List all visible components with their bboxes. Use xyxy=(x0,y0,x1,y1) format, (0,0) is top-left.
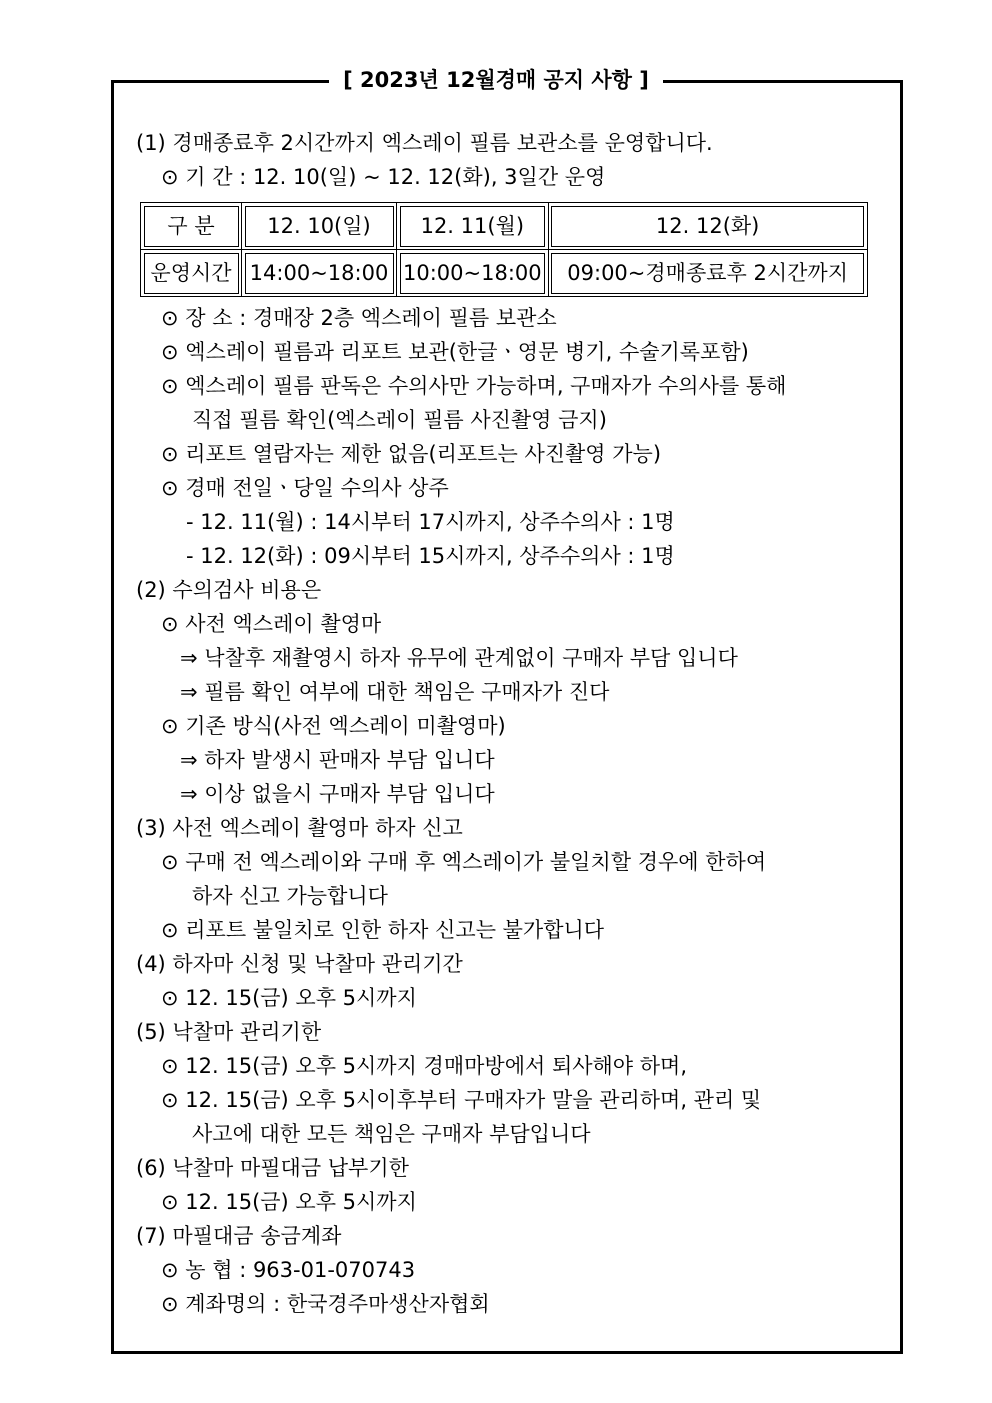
list-item: ⊙ 구매 전 엑스레이와 구매 후 엑스레이가 불일치할 경우에 한하여 xyxy=(161,850,767,874)
list-item: - 12. 11(월) : 14시부터 17시까지, 상주수의사 : 1명 xyxy=(186,510,675,534)
table-header-row xyxy=(141,203,868,250)
table-cell: 12. 10(일) xyxy=(242,203,397,250)
list-item: 직접 필름 확인(엑스레이 필름 사진촬영 금지) xyxy=(192,408,607,432)
list-item: ⊙ 12. 15(금) 오후 5시까지 xyxy=(161,1190,417,1214)
list-item: ⊙ 장 소 : 경매장 2층 엑스레이 필름 보관소 xyxy=(161,306,557,330)
list-item: ⇒ 하자 발생시 판매자 부담 입니다 xyxy=(180,748,495,772)
section-heading: (2) 수의검사 비용은 xyxy=(136,578,322,602)
section-heading: (3) 사전 엑스레이 촬영마 하자 신고 xyxy=(136,816,463,840)
list-item: ⊙ 엑스레이 필름과 리포트 보관(한글ㆍ영문 병기, 수술기록포함) xyxy=(161,340,749,364)
list-item: 사고에 대한 모든 책임은 구매자 부담입니다 xyxy=(192,1122,591,1146)
list-item: 하자 신고 가능합니다 xyxy=(192,884,388,908)
list-item: ⊙ 사전 엑스레이 촬영마 xyxy=(161,612,382,636)
list-item: ⊙ 농 협 : 963-01-070743 xyxy=(161,1258,416,1282)
table-cell: 운영시간 xyxy=(141,250,242,297)
section-heading: (6) 낙찰마 마필대금 납부기한 xyxy=(136,1156,409,1180)
table-cell: 10:00~18:00 xyxy=(397,250,549,297)
list-item: - 12. 12(화) : 09시부터 15시까지, 상주수의사 : 1명 xyxy=(186,544,675,568)
period-line: ⊙ 기 간 : 12. 10(일) ~ 12. 12(화), 3일간 운영 xyxy=(161,165,606,189)
table-cell: 09:00~경매종료후 2시간까지 xyxy=(548,250,867,297)
title-text: [ 2023년 12월경매 공지 사항 ] xyxy=(329,68,663,92)
table-cell: 12. 11(월) xyxy=(397,203,549,250)
page-title xyxy=(0,62,992,98)
table-cell: 구 분 xyxy=(141,203,242,250)
list-item: ⊙ 경매 전일ㆍ당일 수의사 상주 xyxy=(161,476,449,500)
section-heading: (7) 마필대금 송금계좌 xyxy=(136,1224,342,1248)
table-cell: 14:00~18:00 xyxy=(242,250,397,297)
list-item: ⇒ 이상 없을시 구매자 부담 입니다 xyxy=(180,782,495,806)
section-heading: (5) 낙찰마 관리기한 xyxy=(136,1020,322,1044)
schedule-table xyxy=(140,202,868,297)
list-item: ⊙ 리포트 열람자는 제한 없음(리포트는 사진촬영 가능) xyxy=(161,442,662,466)
list-item: ⊙ 리포트 불일치로 인한 하자 신고는 불가합니다 xyxy=(161,918,605,942)
section-heading: (4) 하자마 신청 및 낙찰마 관리기간 xyxy=(136,952,463,976)
notice-content xyxy=(136,126,876,1321)
list-item: ⊙ 기존 방식(사전 엑스레이 미촬영마) xyxy=(161,714,506,738)
list-item: ⇒ 낙찰후 재촬영시 하자 유무에 관계없이 구매자 부담 입니다 xyxy=(180,646,738,670)
table-row xyxy=(141,250,868,297)
list-item: ⊙ 12. 15(금) 오후 5시까지 xyxy=(161,986,417,1010)
table-cell: 12. 12(화) xyxy=(548,203,867,250)
list-item: ⊙ 엑스레이 필름 판독은 수의사만 가능하며, 구매자가 수의사를 통해 xyxy=(161,374,787,398)
list-item: ⊙ 12. 15(금) 오후 5시까지 경매마방에서 퇴사해야 하며, xyxy=(161,1054,688,1078)
list-item: ⊙ 12. 15(금) 오후 5시이후부터 구매자가 말을 관리하며, 관리 및 xyxy=(161,1088,762,1112)
list-item: ⊙ 계좌명의 : 한국경주마생산자협회 xyxy=(161,1292,490,1316)
section-heading: (1) 경매종료후 2시간까지 엑스레이 필름 보관소를 운영합니다. xyxy=(136,131,713,155)
list-item: ⇒ 필름 확인 여부에 대한 책임은 구매자가 진다 xyxy=(180,680,610,704)
